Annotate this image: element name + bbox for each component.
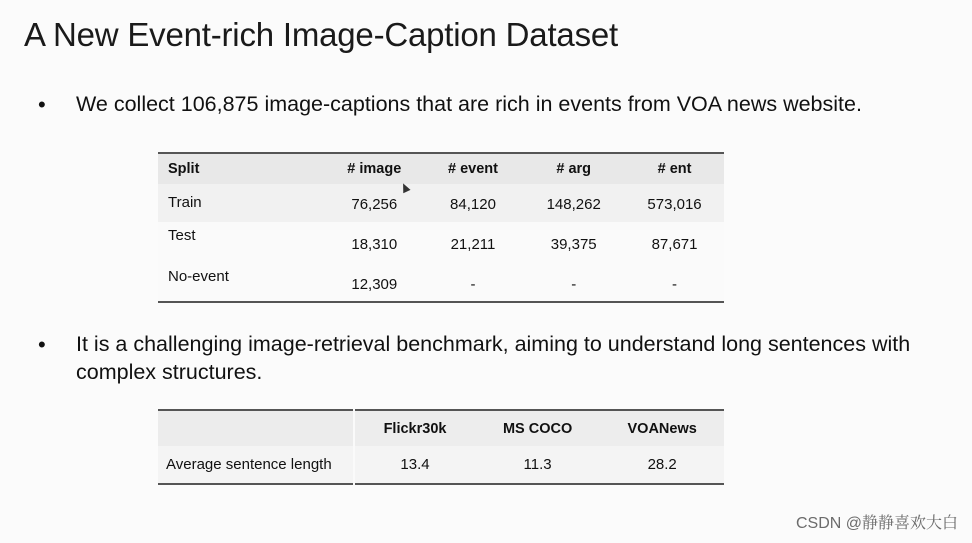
header-ms-coco: MS COCO [475, 410, 600, 446]
table-header-row [158, 153, 724, 184]
header-voanews: VOANews [600, 410, 724, 446]
slide-title: A New Event-rich Image-Caption Dataset [24, 16, 619, 53]
cell-image: 76,256 [351, 195, 398, 213]
cell-ms-coco: 11.3 [523, 456, 552, 473]
table-header-row [158, 410, 724, 446]
watermark: CSDN @静静喜欢大白 [795, 515, 958, 532]
cell-flickr30k: 13.4 [400, 456, 430, 473]
cell-arg: 148,262 [546, 195, 601, 213]
table-row [158, 446, 724, 484]
bullet-dot: • [38, 92, 46, 117]
cell-ent: 573,016 [647, 195, 702, 213]
cell-split: Train [168, 194, 202, 211]
header-arg: # arg [556, 161, 592, 177]
header-image: # image [347, 161, 402, 177]
bullet-text-benchmark: It is a challenging image-retrieval benchmark, aiming to understand long sentences with complex structures. [76, 332, 911, 384]
cell-split: No-event [168, 268, 229, 285]
bullet-dot: • [38, 332, 46, 357]
header-ent: # ent [657, 161, 692, 177]
cell-metric-label: Average sentence length [158, 446, 354, 484]
header-event: # event [447, 161, 498, 177]
bullet-text-collection: We collect 106,875 image-captions that are rich in events from VOA news website. [76, 92, 862, 116]
cell-event: 84,120 [450, 195, 496, 213]
cell-arg: - [571, 276, 577, 293]
sentence-length-table [158, 409, 724, 485]
dataset-split-table [158, 152, 724, 303]
table-row [158, 222, 724, 262]
cell-ent: 87,671 [651, 235, 698, 253]
cell-ent: - [672, 276, 678, 293]
header-blank [158, 410, 354, 446]
cell-arg: 39,375 [550, 235, 597, 253]
cell-image: 12,309 [351, 276, 398, 293]
cell-image: 18,310 [351, 235, 398, 253]
cell-split: Test [168, 227, 196, 244]
cell-voanews: 28.2 [647, 456, 677, 473]
cell-event: - [470, 276, 476, 293]
cell-event: 21,211 [450, 235, 496, 253]
header-flickr30k: Flickr30k [354, 410, 475, 446]
table-row [158, 184, 724, 222]
header-split: Split [168, 161, 200, 177]
table-row [158, 262, 724, 302]
